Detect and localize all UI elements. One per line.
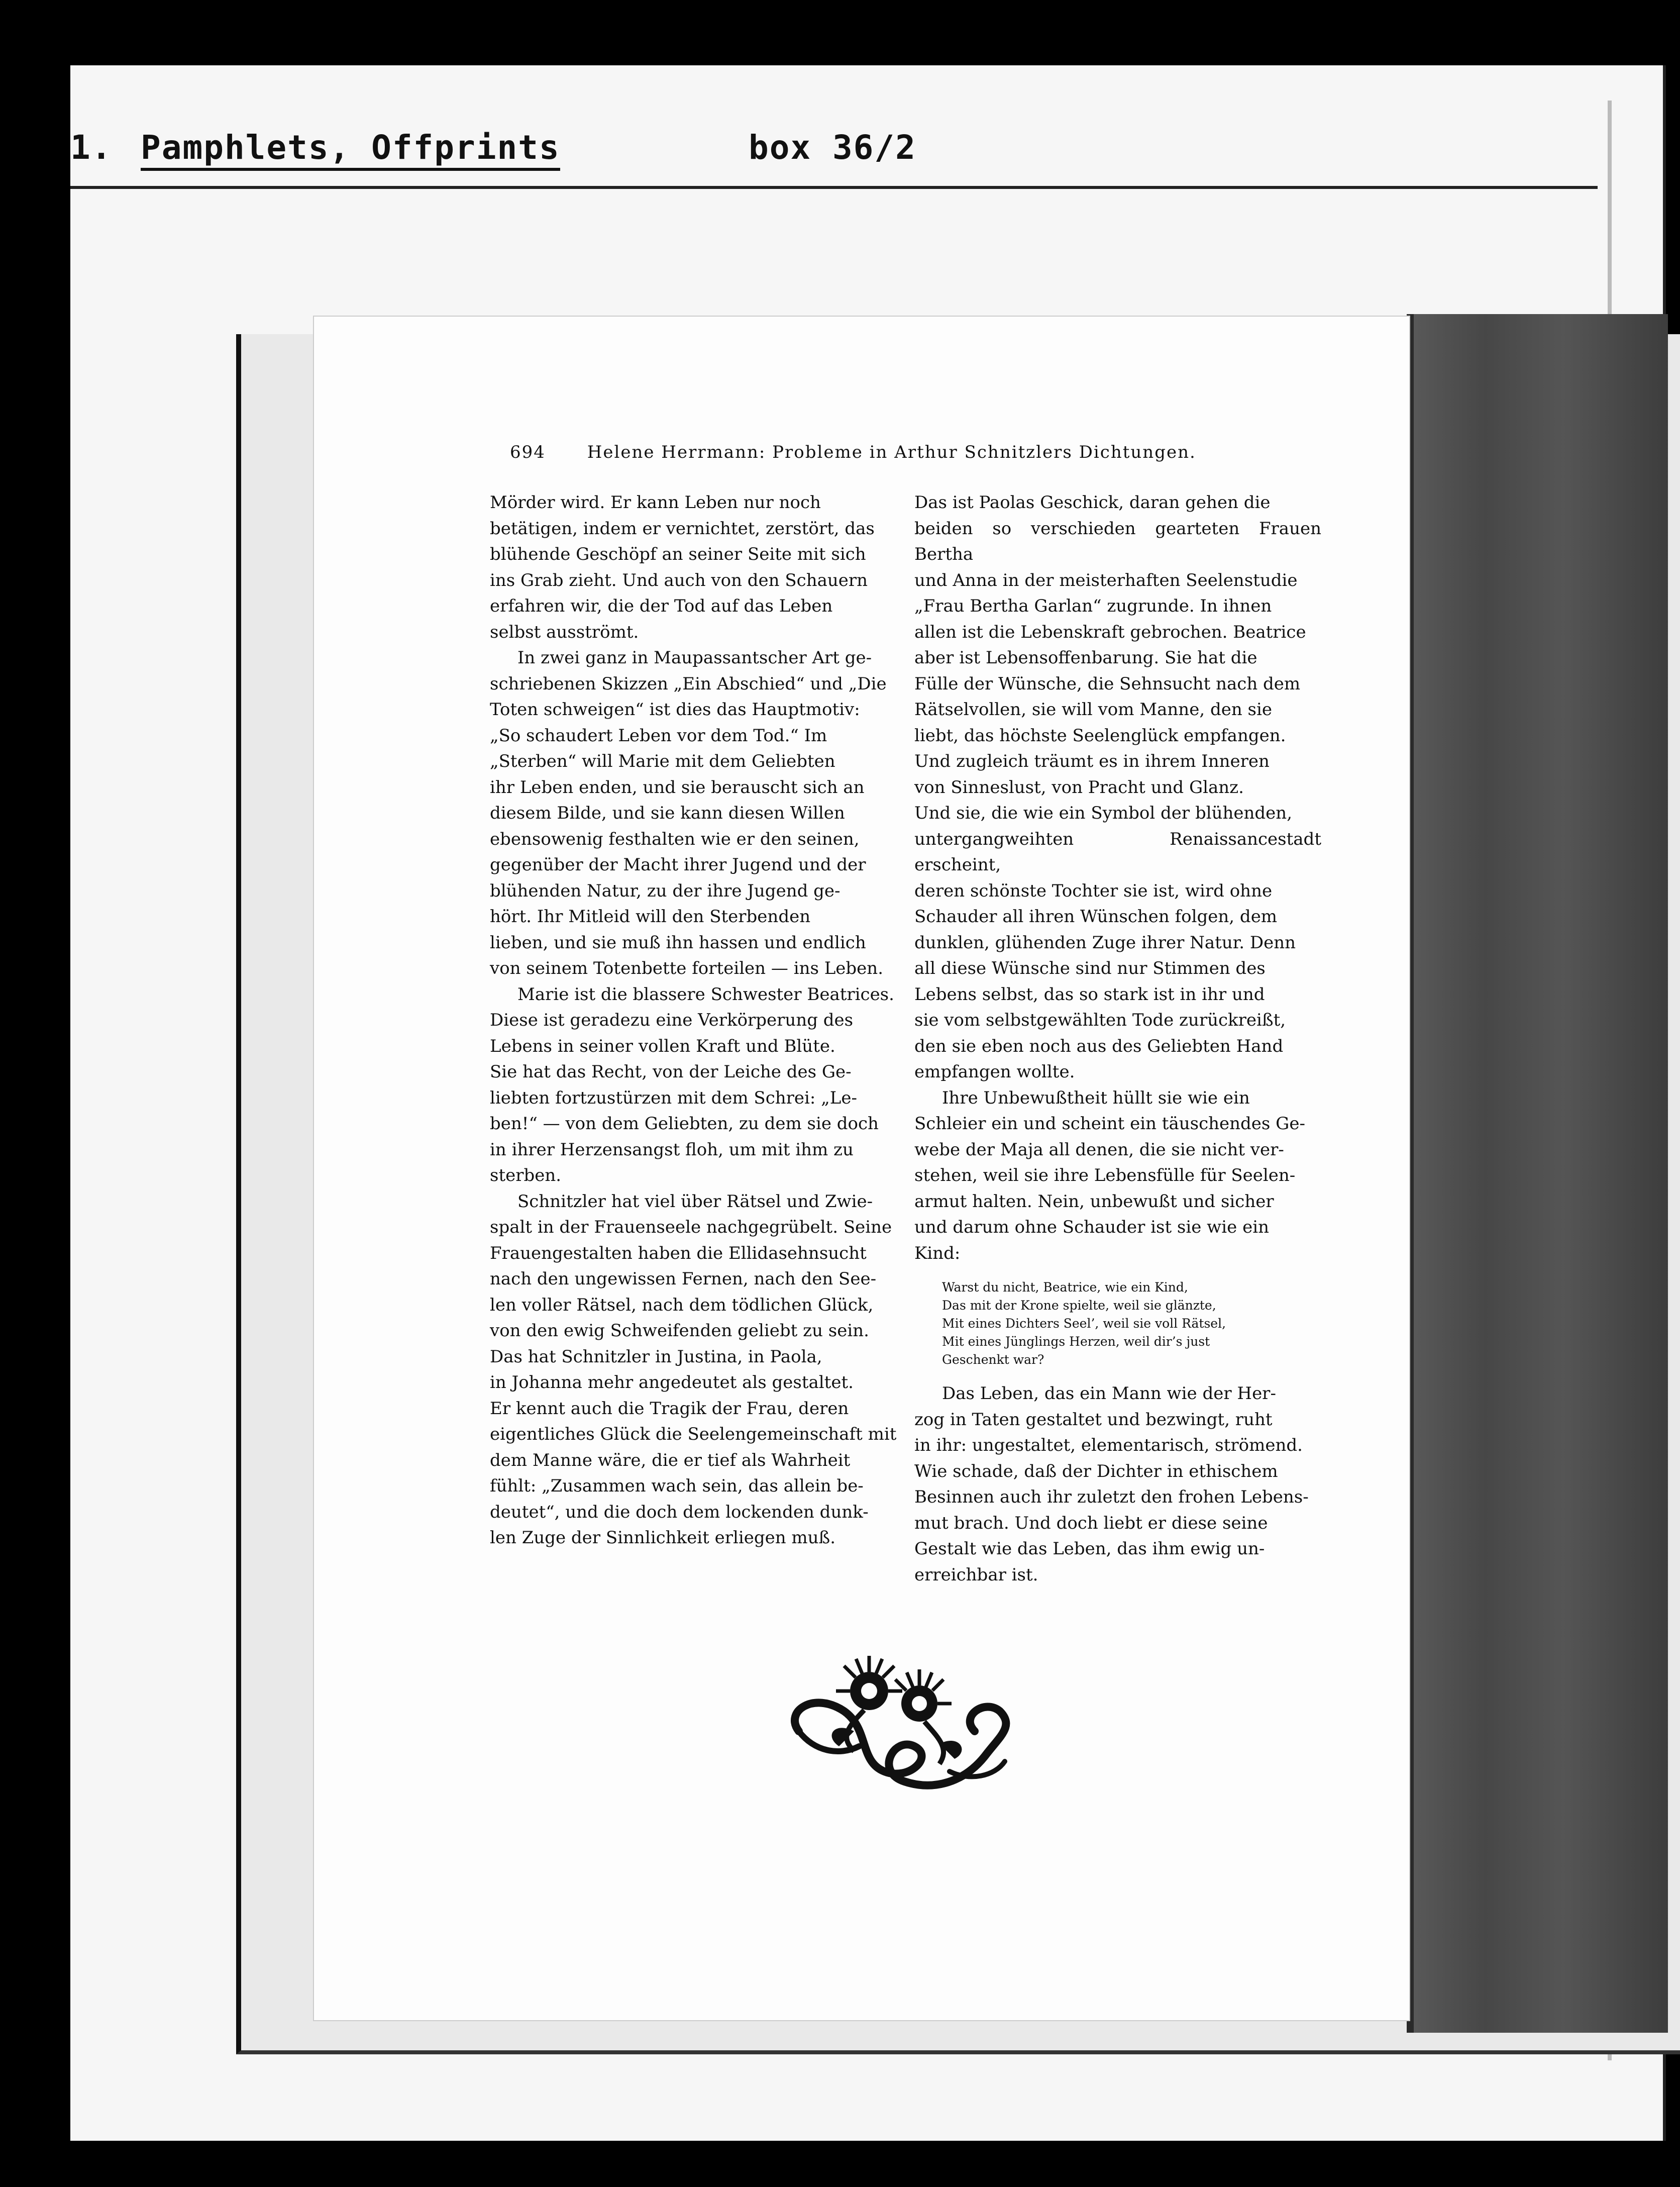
running-head-title: Helene Herrmann: Probleme in Arthur Schnitzlers Dichtungen. bbox=[587, 442, 1196, 462]
verse-quote: Warst du nicht, Beatrice, wie ein Kind, Das mit der Krone spielte, weil sie glänzte, Mit eines Dichters Seel’, weil sie voll Rätsel, Mit eines Jünglings Herzen, weil dir’s just Geschenkt war? bbox=[942, 1280, 1226, 1367]
paragraph: Mörder wird. Er kann Leben nur noch betätigen, indem er vernichtet, zerstört, das blühende Geschöpf an seiner Seite mit sich ins Grab zieht. Und auch von den Schauern erfahren wir, die der Tod auf das Leben selbst ausströmt. bbox=[490, 492, 875, 642]
paragraph: Das Leben, das ein Mann wie der Her- zog in Taten gestaltet und bezwingt, ruht in ihr: ungestaltet, elementarisch, strömend. Wie schade, daß der Dichter in ethischem Besinnen auch ihr zuletzt den frohen Lebens- mut brach. Und doch liebt er diese seine Gestalt wie das Leben, das ihm ewig un- erreichbar ist. bbox=[914, 1383, 1309, 1585]
paragraph: Schnitzler hat viel über Rätsel und Zwie- spalt in der Frauenseele nachgegrübelt. Seine Frauengestalten haben die Ellidasehnsucht nach den ungewissen Fernen, nach den See- len voller Rätsel, nach dem tödlichen Glück, von den ewig Schweifenden geliebt zu sein. Das hat Schnitzler in Justina, in Paola, in Johanna mehr angedeutet als gestaltet. Er kennt auch die Tragik der Frau, deren eigentliches Glück die Seelengemeinschaft mit dem Manne wäre, die er tief als Wahrheit fühlt: „Zusammen wach sein, das allein be- deutet“, und die doch dem lockenden dunk- len Zuge der Sinnlichkeit erliegen muß. bbox=[490, 1191, 897, 1548]
card-series-label: Pamphlets, Offprints bbox=[141, 128, 560, 171]
paragraph: Das ist Paolas Geschick, daran gehen die beiden so verschieden gearteten Frauen Bertha und Anna in der meisterhaften Seelenstudie „Frau Bertha Garlan“ zugrunde. In ihnen allen ist die Lebenskraft gebrochen. Beatrice aber ist Lebensoffenbarung. Sie hat die Fülle der Wünsche, die Sehnsucht nach dem Rätselvollen, sie will vom Manne, den sie liebt, das höchste Seelenglück empfangen. Und zugleich träumt es in ihrem Inneren von Sinneslust, von Pracht und Glanz. Und sie, die wie ein Symbol der blühenden, untergangweihten Renaissancestadt erscheint, deren schönste Tochter sie ist, wird ohne Schauder all ihren Wünschen folgen, dem dunklen, glühenden Zuge ihrer Natur. Denn all diese Wünsche sind nur Stimmen des Lebens selbst, das so stark ist in ihr und sie vom selbstgewählten Tode zurückreißt, den sie eben noch aus des Geliebten Hand empfangen wollte. bbox=[914, 492, 1321, 1082]
header-rule bbox=[70, 186, 1598, 189]
paragraph: Ihre Unbewußtheit hüllt sie wie ein Schleier ein und scheint ein täuschendes Ge- webe der Maja all denen, die sie nicht ver- stehen, weil sie ihre Lebensfülle für Seelen- armut halten. Nein, unbewußt und sicher und darum ohne Schauder ist sie wie ein Kind: bbox=[914, 1087, 1305, 1263]
text-column-right bbox=[914, 490, 1321, 1588]
card-box-label: box 36/2 bbox=[749, 128, 916, 167]
binding-cover bbox=[1407, 314, 1668, 2033]
paragraph: Marie ist die blassere Schwester Beatrices. Diese ist geradezu eine Verkörperung des Lebens in seiner vollen Kraft und Blüte. Sie hat das Recht, von der Leiche des Ge- liebten fortzustürzen mit dem Schrei: „Le- ben!“ — von dem Geliebten, zu dem sie doch in ihrer Herzensangst floh, um mit ihm zu sterben. bbox=[490, 984, 894, 1185]
page-number: 694 bbox=[510, 442, 546, 462]
running-head bbox=[510, 442, 1264, 462]
card-number: 1. bbox=[70, 128, 113, 167]
text-column-left bbox=[490, 490, 897, 1551]
floral-ribbon-vignette-icon bbox=[784, 1656, 1015, 1797]
paragraph: In zwei ganz in Maupassantscher Art ge- schriebenen Skizzen „Ein Abschied“ und „Die Toten schweigen“ ist dies das Hauptmotiv: „So schaudert Leben vor dem Tod.“ Im „Sterben“ will Marie mit dem Geliebten ihr Leben enden, und sie berauscht sich an diesem Bilde, und sie kann diesen Willen ebensowenig festhalten wie er den seinen, gegenüber der Macht ihrer Jugend und der blühenden Natur, zu der ihre Jugend ge- hört. Ihr Mitleid will den Sterbenden lieben, und sie muß ihn hassen und endlich von seinem Totenbette forteilen — ins Leben. bbox=[490, 648, 887, 978]
